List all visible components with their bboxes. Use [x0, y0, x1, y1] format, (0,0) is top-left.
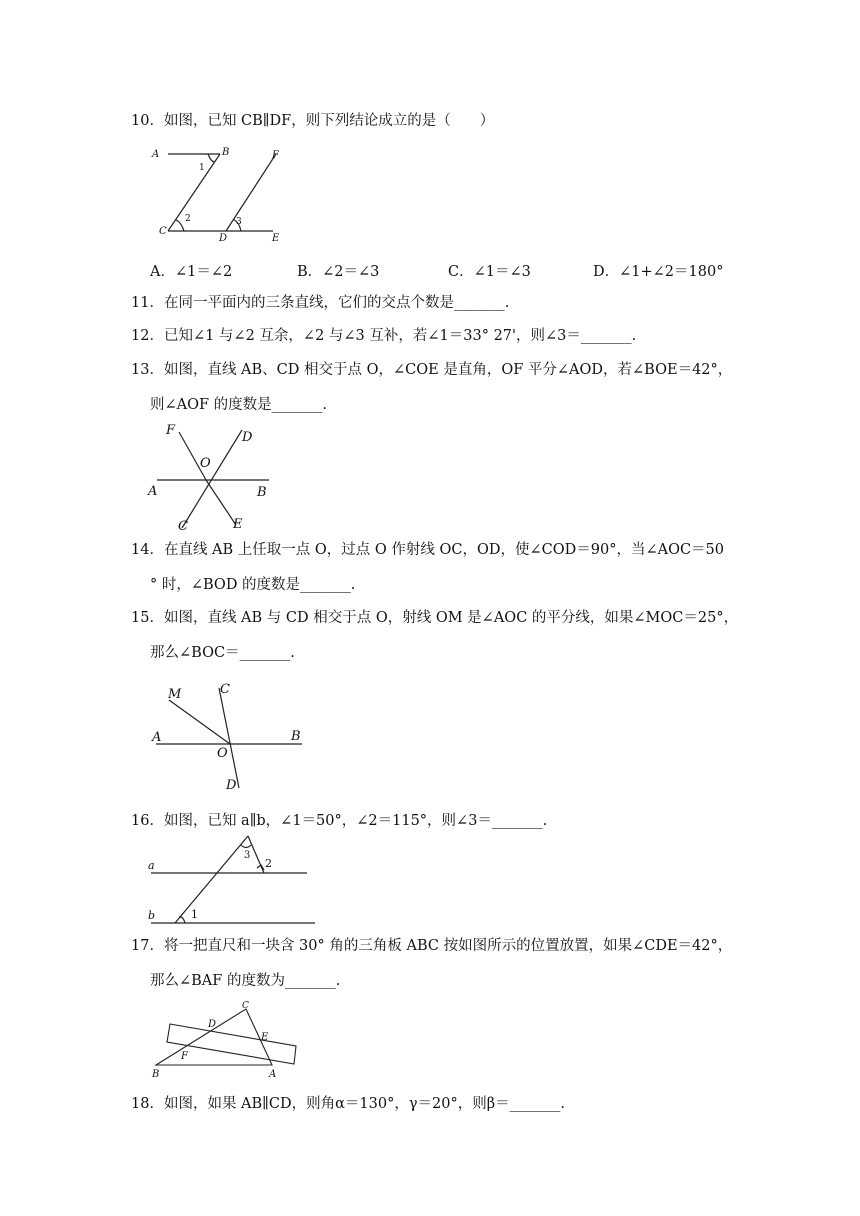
question-18: 18．如图，如果 AB∥CD，则角α＝130°，γ＝20°，则β＝_______.	[131, 1096, 565, 1112]
label-A: A	[148, 484, 158, 499]
question-13-line2: 则∠AOF 的度数是_______.	[150, 397, 328, 413]
label-angle-3: 3	[244, 850, 251, 861]
question-15-line1: 15．如图，直线 AB 与 CD 相交于点 O，射线 OM 是∠AOC 的平分线，如果∠MOC＝25°，	[131, 610, 739, 626]
label-F: F	[181, 1051, 188, 1062]
label-D: D	[208, 1019, 217, 1030]
question-16: 16．如图，已知 a∥b，∠1＝50°，∠2＝115°，则∠3＝_______.	[131, 813, 548, 829]
question-12: 12．已知∠1 与∠2 互余，∠2 与∠3 互补，若∠1＝33° 27'，则∠3＝_______.	[131, 328, 637, 344]
option-c[interactable]: C．∠1＝∠3	[448, 264, 531, 280]
label-angle-3: 3	[236, 217, 242, 227]
label-C: C	[220, 682, 230, 697]
label-M: M	[168, 687, 182, 702]
label-angle-1: 1	[191, 908, 198, 921]
option-d[interactable]: D．∠1+∠2＝180°	[593, 264, 724, 280]
figure-q16-parallel-lines	[145, 832, 320, 927]
label-B: B	[222, 147, 230, 158]
label-C: C	[159, 226, 167, 237]
label-a: a	[148, 859, 155, 872]
label-D: D	[242, 430, 253, 445]
label-E: E	[233, 517, 243, 532]
question-17-line2: 那么∠BAF 的度数为_______.	[150, 973, 341, 989]
option-a[interactable]: A．∠1＝∠2	[150, 264, 233, 280]
question-15-line2: 那么∠BOC＝_______.	[150, 645, 295, 661]
label-F: F	[166, 423, 176, 438]
figure-q15-intersecting-lines	[148, 676, 308, 796]
figure-q17-ruler-triangle	[148, 998, 303, 1080]
label-D: D	[226, 778, 237, 793]
label-A: A	[152, 730, 162, 745]
label-O: O	[217, 746, 228, 761]
label-E: E	[272, 233, 280, 244]
label-A: A	[152, 149, 160, 160]
label-D: D	[219, 233, 228, 244]
question-13-line1: 13．如图，直线 AB、CD 相交于点 O，∠COE 是直角，OF 平分∠AOD，若∠BOE＝42°，	[131, 362, 733, 378]
figure-q10-parallel-lines	[148, 140, 298, 245]
label-A: A	[269, 1069, 277, 1080]
label-b: b	[148, 909, 156, 922]
label-B: B	[152, 1069, 160, 1080]
figure-q13-intersecting-lines	[145, 418, 275, 533]
label-angle-1: 1	[199, 163, 205, 173]
label-F: F	[272, 150, 279, 161]
question-14-line1: 14．在直线 AB 上任取一点 O，过点 O 作射线 OC，OD，使∠COD＝90°，当∠AOC＝50	[131, 542, 725, 558]
label-angle-2: 2	[185, 214, 191, 224]
label-E: E	[261, 1032, 269, 1043]
option-b[interactable]: B．∠2＝∠3	[297, 264, 380, 280]
label-B: B	[291, 729, 301, 744]
question-11: 11．在同一平面内的三条直线，它们的交点个数是_______.	[131, 295, 510, 311]
label-C: C	[178, 519, 188, 533]
label-C: C	[242, 1001, 249, 1011]
label-angle-2: 2	[265, 857, 272, 870]
label-B: B	[257, 485, 267, 500]
question-17-line1: 17．将一把直尺和一块含 30° 角的三角板 ABC 按如图所示的位置放置，如果∠CDE＝42°，	[131, 938, 733, 954]
question-14-line2: ° 时，∠BOD 的度数是_______.	[150, 577, 356, 593]
question-10: 10．如图，已知 CB∥DF，则下列结论成立的是（ ）	[131, 113, 495, 129]
label-O: O	[200, 456, 211, 471]
